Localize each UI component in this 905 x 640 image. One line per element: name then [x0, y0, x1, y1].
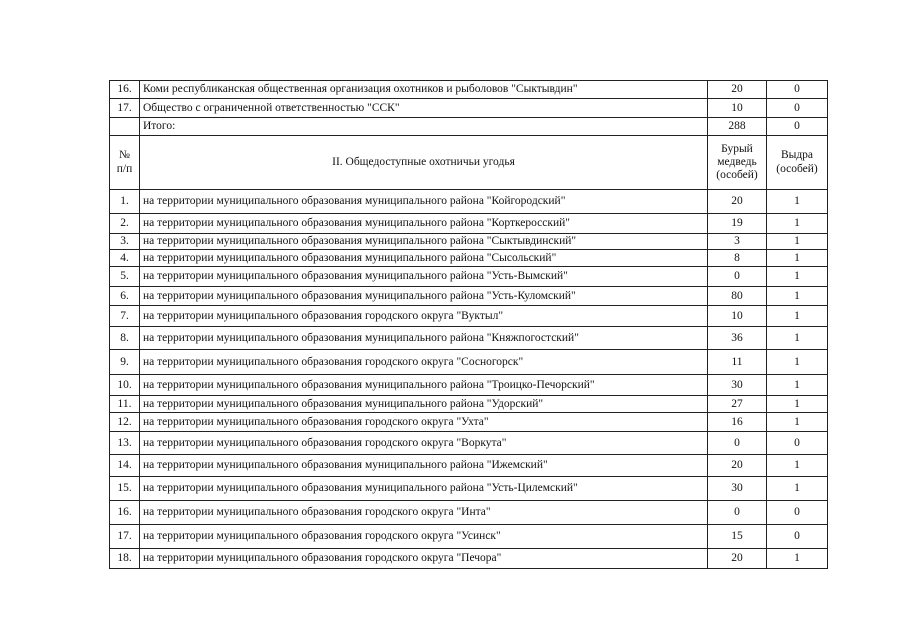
- territory-name: на территории муниципального образования муниципального района "Усть-Куломский": [140, 287, 708, 306]
- row-number: 13.: [110, 432, 140, 455]
- row-number: 10.: [110, 375, 140, 396]
- bear-count: 0: [708, 432, 767, 455]
- table-row: [110, 525, 828, 549]
- bear-count: 11: [708, 350, 767, 375]
- row-number: 18.: [110, 549, 140, 569]
- table-row: [110, 267, 828, 287]
- table-row: [110, 413, 828, 432]
- otter-count: 1: [767, 234, 828, 250]
- row-number: 1.: [110, 190, 140, 214]
- total-label: Итого:: [140, 118, 708, 136]
- table-row: [110, 396, 828, 413]
- territory-name: на территории муниципального образования городского округа "Печора": [140, 549, 708, 569]
- bear-count: 0: [708, 501, 767, 525]
- row-number: 4.: [110, 250, 140, 267]
- otter-count: 1: [767, 396, 828, 413]
- otter-count: 1: [767, 250, 828, 267]
- total-row: [110, 118, 828, 136]
- row-number: [110, 118, 140, 136]
- bear-count: 3: [708, 234, 767, 250]
- otter-count: 1: [767, 413, 828, 432]
- row-number: 12.: [110, 413, 140, 432]
- row-number: 11.: [110, 396, 140, 413]
- otter-count: 1: [767, 214, 828, 234]
- table-row: [110, 375, 828, 396]
- bear-count: 19: [708, 214, 767, 234]
- otter-count: 1: [767, 375, 828, 396]
- territory-name: на территории муниципального образования городского округа "Вуктыл": [140, 306, 708, 327]
- bear-count: 8: [708, 250, 767, 267]
- row-number: 14.: [110, 455, 140, 477]
- territory-name: на территории муниципального образования городского округа "Усинск": [140, 525, 708, 549]
- otter-count: 0: [767, 99, 828, 118]
- territory-name: на территории муниципального образования городского округа "Воркута": [140, 432, 708, 455]
- organization-name: Коми республиканская общественная организация охотников и рыболовов "Сыктывдин": [140, 81, 708, 99]
- table-row: [110, 350, 828, 375]
- row-number: 16.: [110, 81, 140, 99]
- bear-count: 30: [708, 477, 767, 501]
- table-row: [110, 287, 828, 306]
- table-row: [110, 306, 828, 327]
- row-number: 7.: [110, 306, 140, 327]
- table-row: [110, 250, 828, 267]
- table-row: [110, 99, 828, 118]
- otter-count: 1: [767, 306, 828, 327]
- section-header-row: [110, 136, 828, 190]
- territory-name: на территории муниципального образования городского округа "Сосногорск": [140, 350, 708, 375]
- row-number: 5.: [110, 267, 140, 287]
- row-number: 3.: [110, 234, 140, 250]
- otter-count: 0: [767, 525, 828, 549]
- table-row: [110, 432, 828, 455]
- table-row: [110, 81, 828, 99]
- bear-count: 0: [708, 267, 767, 287]
- table-row: [110, 234, 828, 250]
- territory-name: на территории муниципального образования муниципального района "Удорский": [140, 396, 708, 413]
- otter-count: 1: [767, 190, 828, 214]
- table-row: [110, 327, 828, 350]
- territory-name: на территории муниципального образования муниципального района "Ижемский": [140, 455, 708, 477]
- section-title: II. Общедоступные охотничьи угодья: [140, 136, 708, 190]
- table-row: [110, 214, 828, 234]
- otter-count: 0: [767, 501, 828, 525]
- organization-name: Общество с ограниченной ответственностью "ССК": [140, 99, 708, 118]
- bear-count: 10: [708, 306, 767, 327]
- territory-name: на территории муниципального образования муниципального района "Сыктывдинский": [140, 234, 708, 250]
- bear-total: 288: [708, 118, 767, 136]
- territory-name: на территории муниципального образования муниципального района "Сысольский": [140, 250, 708, 267]
- bear-count: 20: [708, 455, 767, 477]
- territory-name: на территории муниципального образования муниципального района "Усть-Вымский": [140, 267, 708, 287]
- bear-count: 27: [708, 396, 767, 413]
- bear-count: 30: [708, 375, 767, 396]
- table-row: [110, 549, 828, 569]
- territory-name: на территории муниципального образования муниципального района "Княжпогостский": [140, 327, 708, 350]
- bear-count: 36: [708, 327, 767, 350]
- territory-name: на территории муниципального образования городского округа "Ухта": [140, 413, 708, 432]
- otter-count: 1: [767, 477, 828, 501]
- otter-count: 0: [767, 81, 828, 99]
- bear-count: 10: [708, 99, 767, 118]
- bear-count: 20: [708, 190, 767, 214]
- territory-name: на территории муниципального образования муниципального района "Корткеросский": [140, 214, 708, 234]
- quota-table: [109, 80, 828, 569]
- territory-name: на территории муниципального образования муниципального района "Троицко-Печорский": [140, 375, 708, 396]
- bear-count: 80: [708, 287, 767, 306]
- table-row: [110, 190, 828, 214]
- otter-count: 1: [767, 287, 828, 306]
- bear-count: 15: [708, 525, 767, 549]
- bear-count: 20: [708, 549, 767, 569]
- territory-name: на территории муниципального образования городского округа "Инта": [140, 501, 708, 525]
- row-number: 15.: [110, 477, 140, 501]
- row-number: 9.: [110, 350, 140, 375]
- bear-count: 16: [708, 413, 767, 432]
- otter-count: 0: [767, 432, 828, 455]
- header-otter: Выдра (особей): [767, 136, 828, 190]
- otter-total: 0: [767, 118, 828, 136]
- table-row: [110, 477, 828, 501]
- table-row: [110, 455, 828, 477]
- otter-count: 1: [767, 455, 828, 477]
- row-number: 6.: [110, 287, 140, 306]
- row-number: 17.: [110, 99, 140, 118]
- row-number: 17.: [110, 525, 140, 549]
- row-number: 16.: [110, 501, 140, 525]
- table-row: [110, 501, 828, 525]
- territory-name: на территории муниципального образования муниципального района "Усть-Цилемский": [140, 477, 708, 501]
- otter-count: 1: [767, 267, 828, 287]
- territory-name: на территории муниципального образования муниципального района "Койгородский": [140, 190, 708, 214]
- row-number: 2.: [110, 214, 140, 234]
- otter-count: 1: [767, 549, 828, 569]
- row-number: 8.: [110, 327, 140, 350]
- otter-count: 1: [767, 327, 828, 350]
- header-bear: Бурый медведь (особей): [708, 136, 767, 190]
- otter-count: 1: [767, 350, 828, 375]
- header-number: № п/п: [110, 136, 140, 190]
- bear-count: 20: [708, 81, 767, 99]
